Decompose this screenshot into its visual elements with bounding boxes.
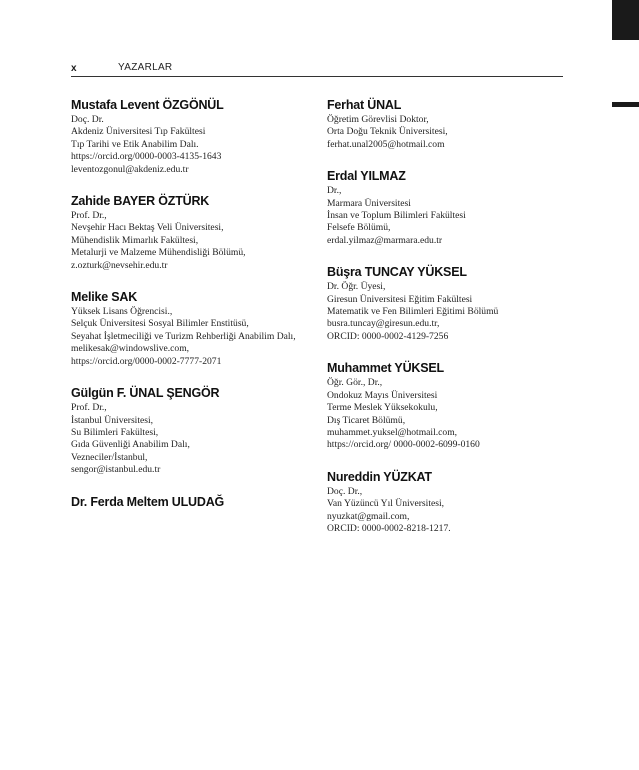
author-contact[interactable]: ferhat.unal2005@hotmail.com	[327, 138, 445, 150]
author-contact[interactable]: https://orcid.org/ 0000-0002-6099-0160	[327, 439, 480, 451]
author-contact[interactable]: busra.tuncay@giresun.edu.tr,	[327, 318, 440, 330]
author-detail: Vezneciler/İstanbul,	[71, 451, 148, 463]
author-name: Melike SAK	[71, 290, 138, 305]
page-edge-tab	[612, 0, 639, 40]
author-entry	[327, 360, 567, 451]
author-contact[interactable]: muhammet.yuksel@hotmail.com,	[327, 426, 458, 438]
authors-column-right	[327, 97, 567, 552]
author-detail: Felsefe Bölümü,	[327, 222, 391, 234]
author-contact[interactable]: https://orcid.org/0000-0003-4135-1643	[71, 151, 222, 163]
author-detail: Giresun Üniversitesi Eğitim Fakültesi	[327, 293, 473, 305]
author-entry	[327, 264, 567, 343]
author-name: Nureddin YÜZKAT	[327, 469, 432, 484]
author-contact[interactable]: z.ozturk@nevsehir.edu.tr	[71, 259, 168, 271]
author-detail: Yüksek Lisans Öğrencisi.,	[71, 306, 173, 318]
author-detail: Terme Meslek Yüksekokulu,	[327, 402, 438, 414]
page-edge-marker	[612, 102, 639, 107]
author-entry	[71, 494, 316, 510]
author-detail: İstanbul Üniversitesi,	[71, 414, 154, 426]
author-name: Dr. Ferda Meltem ULUDAĞ	[71, 494, 225, 509]
author-name: Erdal YILMAZ	[327, 169, 406, 184]
author-detail: Nevşehir Hacı Bektaş Veli Üniversitesi,	[71, 222, 224, 234]
authors-column-left	[71, 97, 316, 527]
author-detail: Matematik ve Fen Bilimleri Eğitimi Bölümü	[327, 306, 499, 318]
author-detail: Marmara Üniversitesi	[327, 197, 411, 209]
author-name: Muhammet YÜKSEL	[327, 361, 444, 376]
author-name: Mustafa Levent ÖZGÖNÜL	[71, 98, 224, 112]
author-contact[interactable]: melikesak@windowslive.com,	[71, 343, 190, 355]
author-detail: Mühendislik Mimarlık Fakültesi,	[71, 234, 199, 246]
author-detail: İnsan ve Toplum Bilimleri Fakültesi	[327, 210, 466, 222]
author-detail: Tıp Tarihi ve Etik Anabilim Dalı.	[71, 138, 199, 150]
author-detail: ORCID: 0000-0002-4129-7256	[327, 330, 449, 342]
author-detail: Gıda Güvenliği Anabilim Dalı,	[71, 439, 190, 451]
author-name: Gülgün F. ÜNAL ŞENGÖR	[71, 386, 220, 401]
author-contact[interactable]: erdal.yilmaz@marmara.edu.tr	[327, 234, 443, 246]
author-detail: Dış Ticaret Bölümü,	[327, 414, 406, 426]
author-detail: Van Yüzüncü Yıl Üniversitesi,	[327, 498, 445, 510]
author-detail: Dr. Öğr. Üyesi,	[327, 281, 386, 293]
author-contact[interactable]: nyuzkat@gmail.com,	[327, 510, 410, 522]
author-detail: Ondokuz Mayıs Üniversitesi	[327, 389, 438, 401]
author-name: Büşra TUNCAY YÜKSEL	[327, 265, 467, 280]
author-detail: Öğr. Gör., Dr.,	[327, 377, 383, 389]
author-contact[interactable]: leventozgonul@akdeniz.edu.tr	[71, 163, 189, 175]
header-rule	[71, 76, 563, 77]
author-detail: Doç. Dr.	[71, 114, 104, 125]
author-detail: Selçuk Üniversitesi Sosyal Bilimler Enstitüsü,	[71, 318, 249, 330]
author-contact[interactable]: sengor@istanbul.edu.tr	[71, 464, 161, 476]
author-detail: Prof. Dr.,	[71, 210, 107, 222]
author-detail: Seyahat İşletmeciliği ve Turizm Rehberliği Anabilim Dalı,	[71, 330, 296, 342]
page-number: x	[71, 63, 77, 74]
author-detail: ORCID: 0000-0002-8218-1217.	[327, 522, 451, 534]
author-entry	[327, 97, 567, 151]
author-detail: Orta Doğu Teknik Üniversitesi,	[327, 126, 448, 138]
author-name: Ferhat ÜNAL	[327, 98, 402, 112]
author-detail: Öğretim Görevlisi Doktor,	[327, 114, 429, 125]
author-name: Zahide BAYER ÖZTÜRK	[71, 194, 210, 209]
author-contact[interactable]: https://orcid.org/0000-0002-7777-2071	[71, 355, 222, 367]
author-entry	[71, 193, 316, 272]
author-detail: Dr.,	[327, 185, 342, 197]
author-detail: Prof. Dr.,	[71, 402, 107, 414]
author-detail: Akdeniz Üniversitesi Tıp Fakültesi	[71, 126, 206, 138]
author-entry	[71, 289, 316, 368]
author-entry	[327, 469, 567, 536]
author-entry	[71, 97, 316, 176]
author-detail: Su Bilimleri Fakültesi,	[71, 426, 159, 438]
author-detail: Metalurji ve Malzeme Mühendisliği Bölümü,	[71, 247, 246, 259]
author-detail: Doç. Dr.,	[327, 485, 363, 497]
author-entry	[71, 385, 316, 476]
running-title: YAZARLAR	[118, 62, 173, 73]
author-entry	[327, 168, 567, 247]
